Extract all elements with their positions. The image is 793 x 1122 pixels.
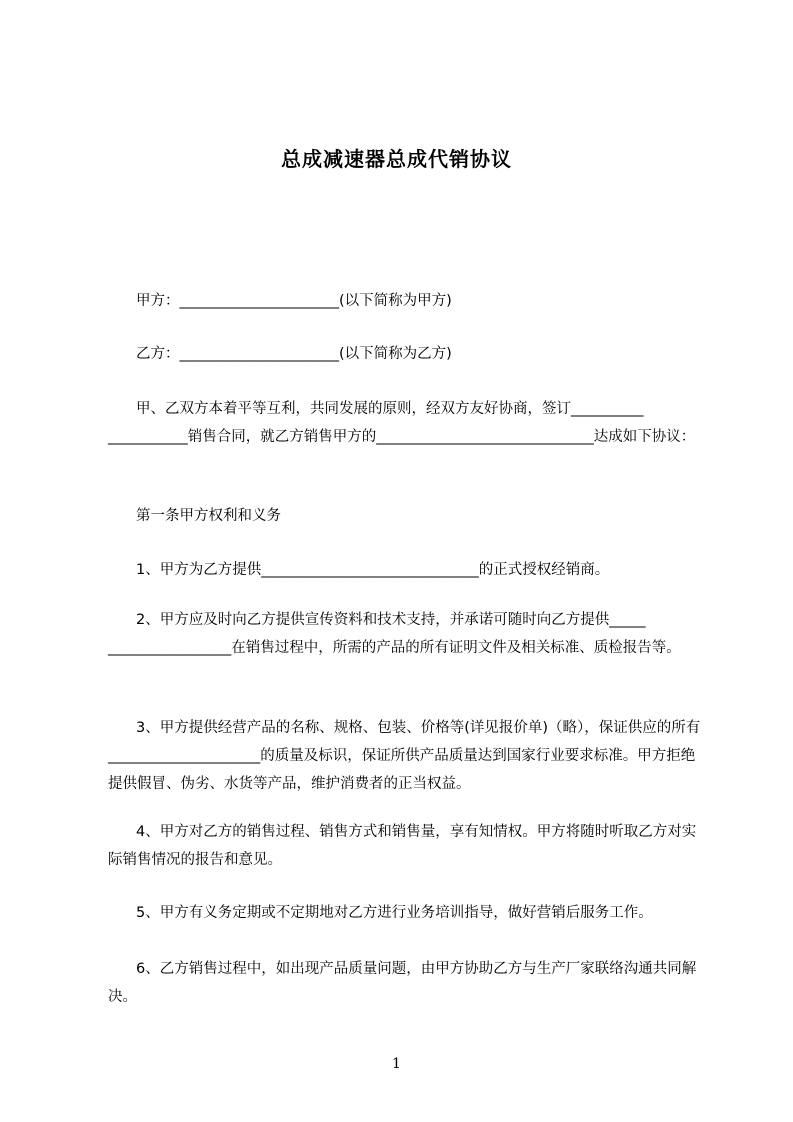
clause-3 bbox=[108, 714, 706, 798]
page-number: 1 bbox=[392, 1056, 401, 1072]
clause-5 bbox=[108, 899, 706, 927]
clause-4 bbox=[108, 818, 706, 874]
clause-text: 4、甲方对乙方的销售过程、销售方式和销售量，享有知情权。甲方将随时听取乙方对实际销售情况的报告和意见。 bbox=[108, 824, 697, 868]
intro-text: 甲、乙双方本着平等互利，共同发展的原则，经双方友好协商，签订__________ ___________销售合同，就乙方销售甲方的______________________________达成如下协议： bbox=[108, 401, 696, 445]
party-a-text: 甲方：______________________(以下简称为甲方) bbox=[136, 293, 452, 309]
clause-text: 6、乙方销售过程中，如出现产品质量问题，由甲方协助乙方与生产厂家联络沟通共同解决。 bbox=[108, 961, 697, 1005]
clause-text: 1、甲方为乙方提供______________________________的正式授权经销商。 bbox=[136, 562, 610, 578]
clause-6 bbox=[108, 955, 706, 1011]
clause-text: 2、甲方应及时向乙方提供宣传资料和技术支持，并承诺可随时向乙方提供_____ _________________在销售过程中，所需的产品的所有证明文件及相关标准、质检报告等。 bbox=[108, 612, 681, 656]
clause-text: 3、甲方提供经营产品的名称、规格、包装、价格等(详见报价单)（略），保证供应的所有_____________________的质量及标识，保证所供产品质量达到国家行业要求标准。甲方拒绝提供假冒、伪劣、水货等产品，维护消费者的正当权益。 bbox=[108, 720, 701, 792]
party-b-line bbox=[108, 340, 706, 368]
clause-2 bbox=[108, 606, 706, 662]
party-a-line bbox=[108, 287, 706, 315]
intro-paragraph bbox=[108, 395, 706, 451]
section1-heading-text: 第一条甲方权利和义务 bbox=[136, 508, 281, 524]
section-heading bbox=[108, 502, 706, 530]
party-b-text: 乙方：______________________(以下简称为乙方) bbox=[136, 346, 452, 362]
clause-text: 5、甲方有义务定期或不定期地对乙方进行业务培训指导，做好营销后服务工作。 bbox=[136, 905, 653, 921]
document-title: 总成减速器总成代销协议 bbox=[281, 147, 512, 171]
clause-1 bbox=[108, 556, 706, 584]
